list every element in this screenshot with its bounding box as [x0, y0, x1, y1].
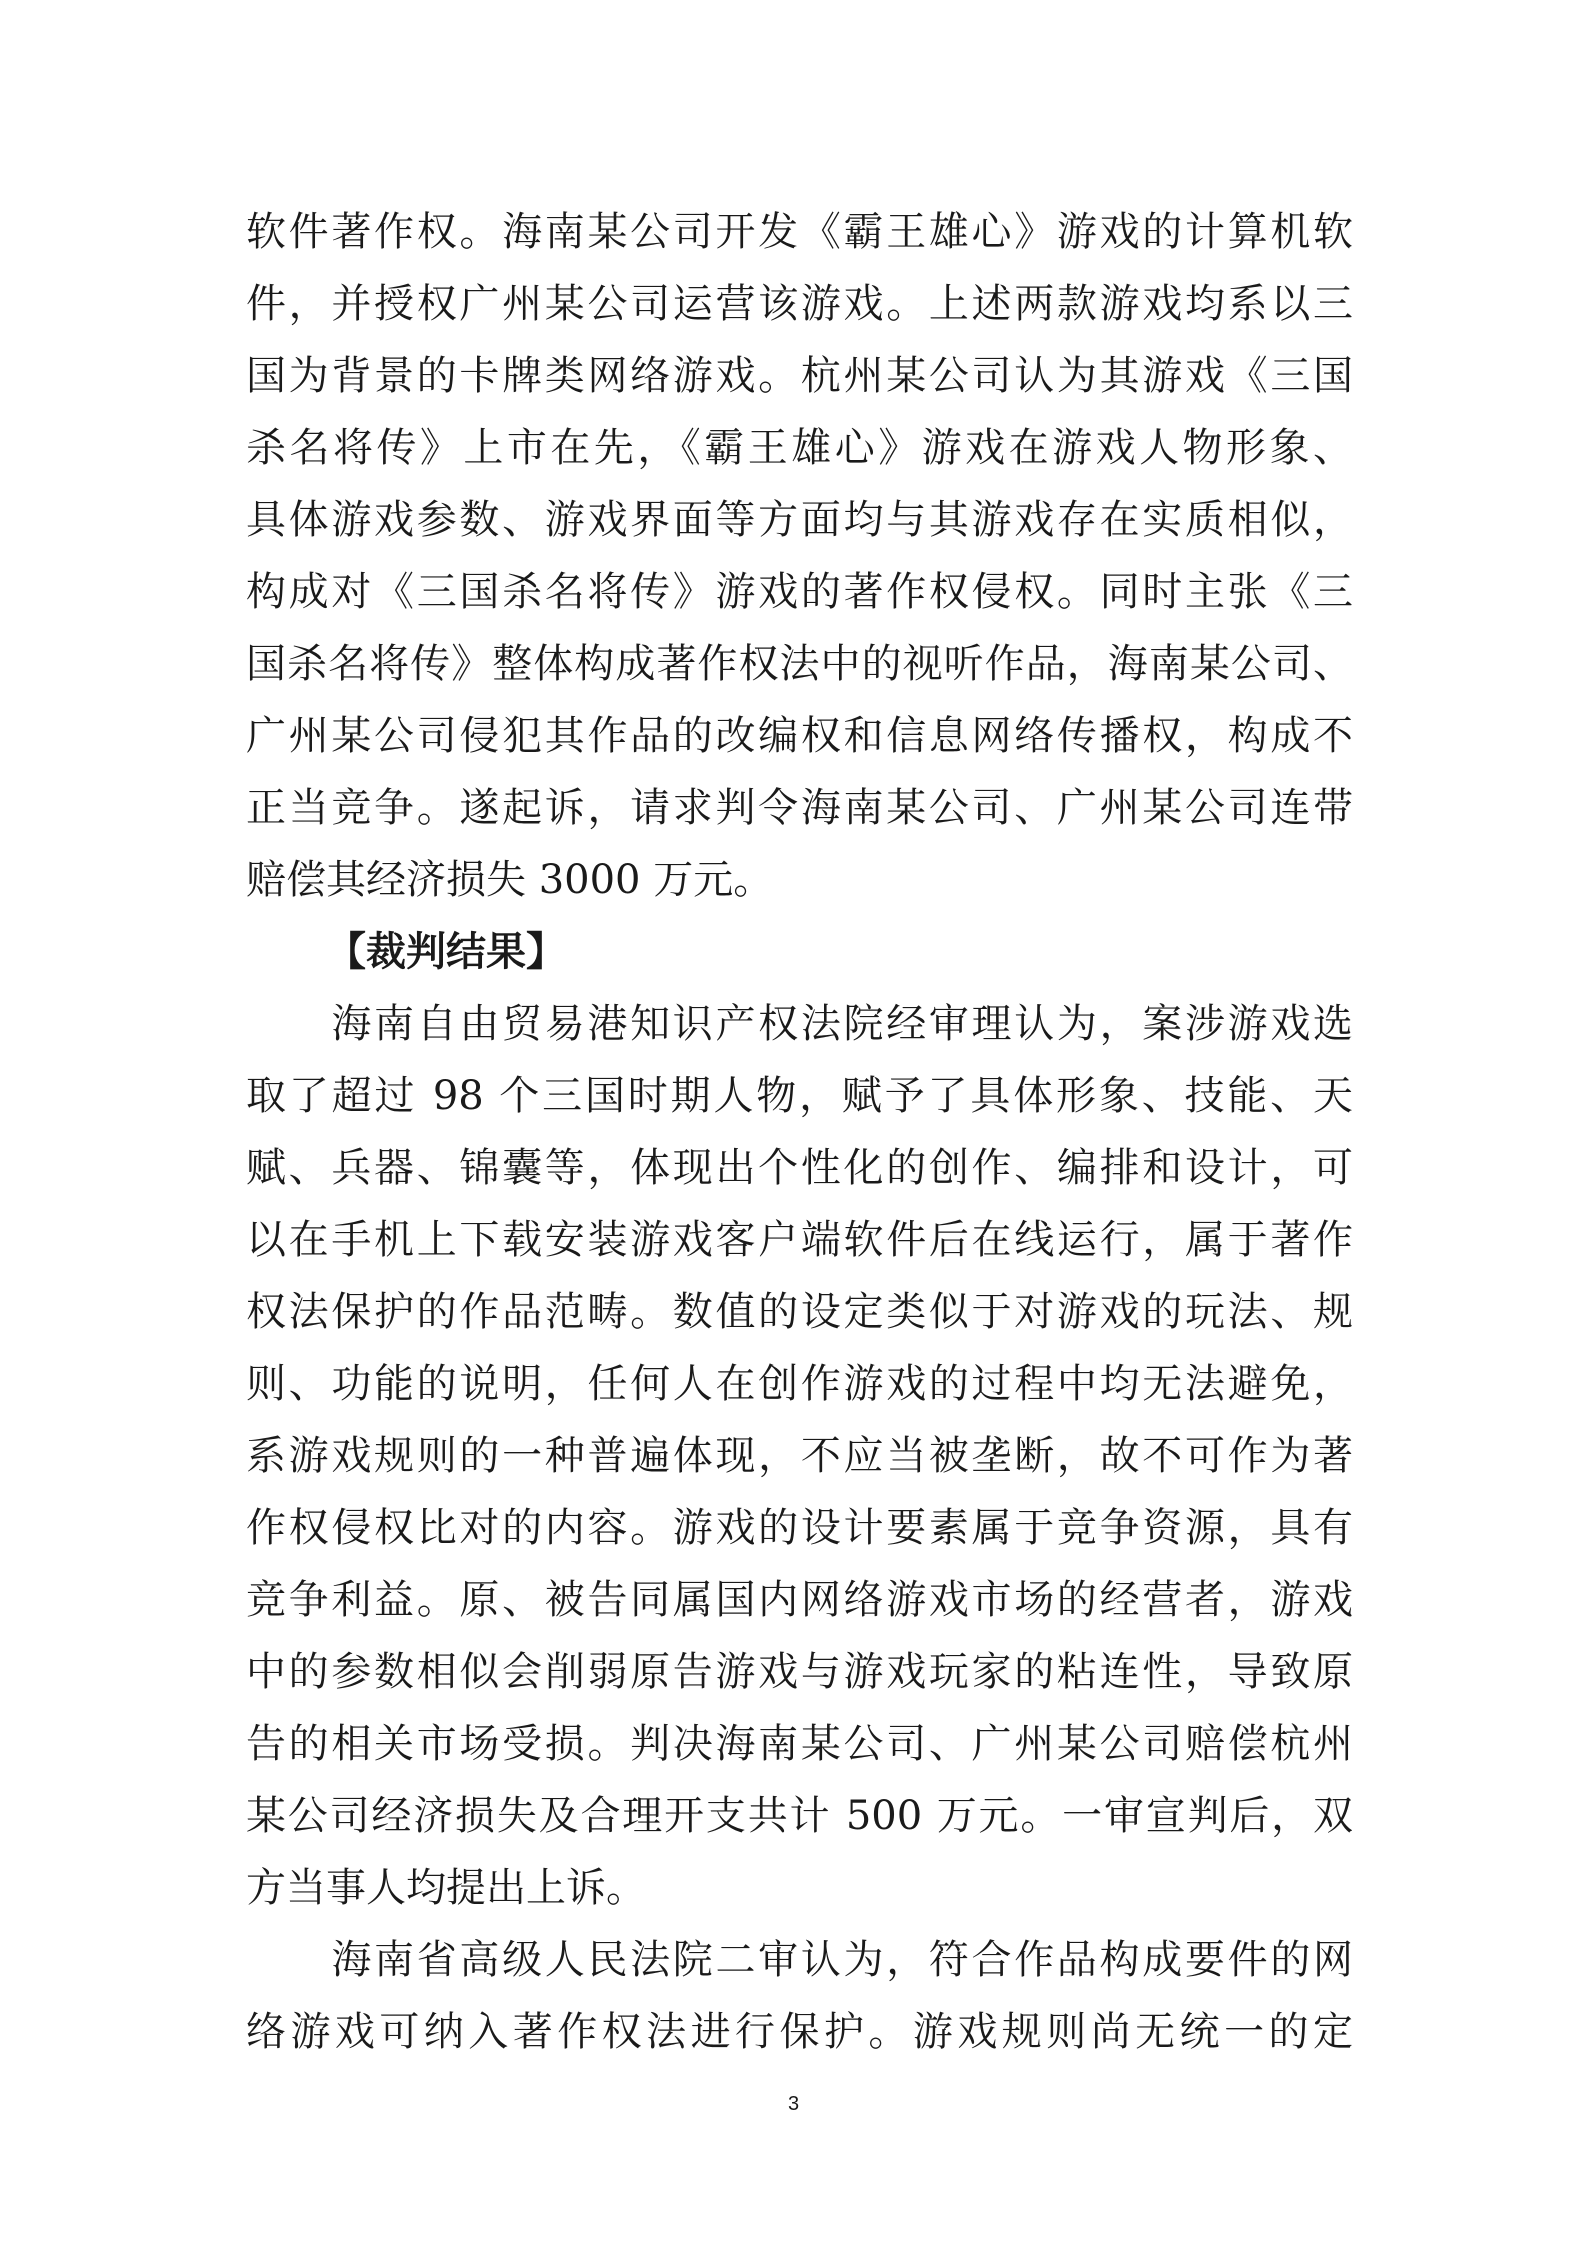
text-line: 中的参数相似会削弱原告游戏与游戏玩家的粘连性，导致原 — [246, 1649, 1353, 1695]
text-line: 赔偿其经济损失 3000 万元。 — [246, 857, 774, 903]
paragraph-case-facts — [246, 196, 1353, 916]
paragraph-first-instance — [246, 988, 1353, 1924]
text-line: 构成对《三国杀名将传》游戏的著作权侵权。同时主张《三 — [246, 569, 1353, 615]
text-line: 杀名将传》上市在先，《霸王雄心》游戏在游戏人物形象、 — [246, 425, 1353, 471]
text-line: 软件著作权。海南某公司开发《霸王雄心》游戏的计算机软 — [246, 209, 1353, 255]
text-line: 竞争利益。原、被告同属国内网络游戏市场的经营者，游戏 — [246, 1577, 1353, 1623]
text-line: 海南省高级人民法院二审认为，符合作品构成要件的网 — [246, 1937, 1353, 1983]
text-line: 件，并授权广州某公司运营该游戏。上述两款游戏均系以三 — [246, 281, 1353, 327]
body-text — [246, 196, 1353, 2068]
text-line: 以在手机上下载安装游戏客户端软件后在线运行，属于著作 — [246, 1217, 1353, 1263]
text-line: 权法保护的作品范畴。数值的设定类似于对游戏的玩法、规 — [246, 1289, 1353, 1335]
text-line: 则、功能的说明，任何人在创作游戏的过程中均无法避免， — [246, 1361, 1353, 1407]
text-line: 具体游戏参数、游戏界面等方面均与其游戏存在实质相似， — [246, 497, 1353, 543]
text-line: 告的相关市场受损。判决海南某公司、广州某公司赔偿杭州 — [246, 1721, 1353, 1767]
page-number: 3 — [787, 2093, 800, 2115]
text-line: 赋、兵器、锦囊等，体现出个性化的创作、编排和设计，可 — [246, 1145, 1353, 1191]
text-line: 作权侵权比对的内容。游戏的设计要素属于竞争资源，具有 — [246, 1505, 1353, 1551]
text-line: 方当事人均提出上诉。 — [246, 1865, 646, 1911]
text-line: 系游戏规则的一种普遍体现，不应当被垄断，故不可作为著 — [246, 1433, 1353, 1479]
text-line: 广州某公司侵犯其作品的改编权和信息网络传播权，构成不 — [246, 713, 1353, 759]
text-line: 海南自由贸易港知识产权法院经审理认为，案涉游戏选 — [246, 1001, 1353, 1047]
text-line: 某公司经济损失及合理开支共计 500 万元。一审宣判后，双 — [246, 1793, 1353, 1839]
paragraph-second-instance — [246, 1924, 1353, 2068]
text-line: 取了超过 98 个三国时期人物，赋予了具体形象、技能、天 — [246, 1073, 1353, 1119]
text-line: 络游戏可纳入著作权法进行保护。游戏规则尚无统一的定 — [246, 2009, 1353, 2055]
text-line: 国为背景的卡牌类网络游戏。杭州某公司认为其游戏《三国 — [246, 353, 1353, 399]
text-line: 正当竞争。遂起诉，请求判令海南某公司、广州某公司连带 — [246, 785, 1353, 831]
section-heading-judgment-result: 【裁判结果】 — [326, 929, 566, 975]
text-line: 国杀名将传》整体构成著作权法中的视听作品，海南某公司、 — [246, 641, 1353, 687]
